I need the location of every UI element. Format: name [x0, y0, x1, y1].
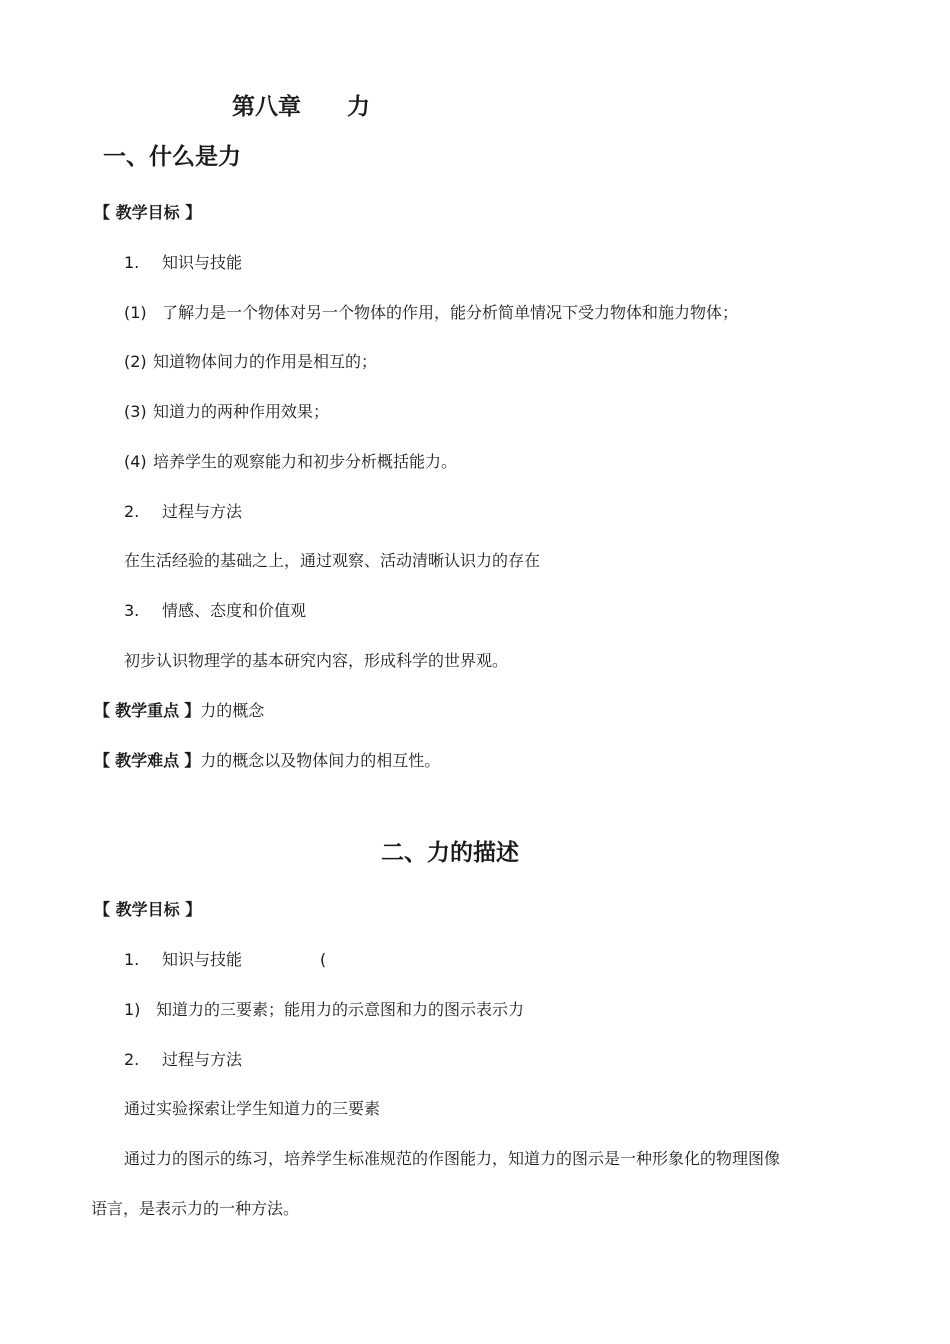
chapter-number: 第八章: [232, 94, 301, 120]
section-1-item-2-body: 在生活经验的基础之上，通过观察、活动清晰认识力的存在: [124, 551, 541, 570]
section-1-heading: 一、什么是力: [103, 144, 241, 170]
section-1-difficulty: 【 教学难点 】力的概念以及物体间力的相互性。: [94, 751, 441, 770]
section-1-item-3-body: 初步认识物理学的基本研究内容，形成科学的世界观。: [124, 651, 509, 670]
section-2-item-1-paren: (: [320, 950, 327, 969]
section-1-goal-label: 【 教学目标 】: [94, 203, 202, 222]
section-2-body-1: 通过实验探索让学生知道力的三要素: [124, 1099, 381, 1118]
section-1-sub-2: (2) 知道物体间力的作用是相互的；: [124, 352, 378, 371]
section-2-item-1: 1. 知识与技能 (: [124, 950, 327, 969]
chapter-name: 力: [347, 94, 370, 120]
section-1-item-3: 3. 情感、态度和价值观: [124, 601, 307, 620]
section-1-item-2: 2. 过程与方法: [124, 502, 243, 521]
chapter-title: [232, 92, 370, 122]
section-2-sub-1: 1) 知道力的三要素；能用力的示意图和力的图示表示力: [124, 1000, 525, 1019]
section-1-sub-4: (4) 培养学生的观察能力和初步分析概括能力。: [124, 452, 458, 471]
section-1-item-1: 1. 知识与技能: [124, 253, 243, 272]
section-2-goal-label: 【 教学目标 】: [94, 900, 202, 919]
section-1-key-point: 【 教学重点 】力的概念: [94, 701, 265, 720]
section-2-item-2: 2. 过程与方法: [124, 1050, 243, 1069]
section-2-body-2-line-1: 通过力的图示的练习，培养学生标准规范的作图能力，知道力的图示是一种形象化的物理图像: [124, 1149, 781, 1168]
section-2-heading: 二、力的描述: [381, 840, 519, 866]
section-1-sub-3: (3) 知道力的两种作用效果；: [124, 402, 330, 421]
section-2-body-2-line-2: 语言，是表示力的一种方法。: [91, 1199, 300, 1218]
section-1-sub-1: (1) 了解力是一个物体对另一个物体的作用，能分析简单情况下受力物体和施力物体；: [124, 303, 739, 322]
